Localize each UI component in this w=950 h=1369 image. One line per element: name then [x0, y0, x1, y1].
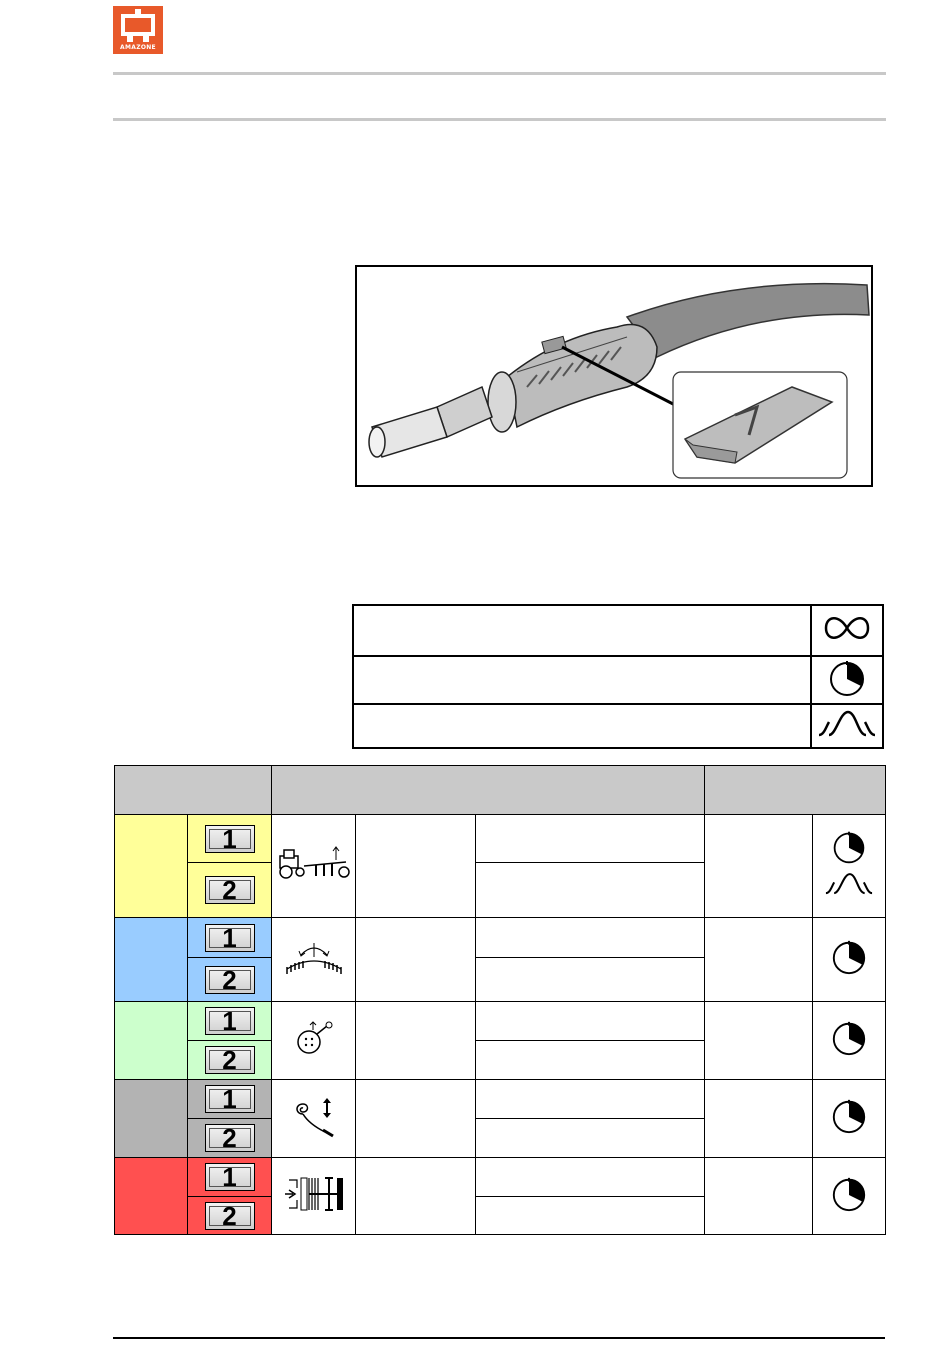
legend-row-continuous [353, 605, 883, 656]
color-code-blue [115, 918, 188, 1002]
function-text [356, 815, 476, 918]
hose-marking-number: 1 [222, 922, 237, 953]
table-row [115, 1002, 886, 1041]
hose-marking-number: 2 [222, 875, 237, 905]
action-text [476, 918, 705, 958]
stopwatch-icon [827, 658, 867, 698]
hose-marking-number: 2 [222, 1123, 237, 1153]
hose-marking-1 [205, 924, 255, 952]
tractor-implement-icon [276, 844, 352, 884]
hose-marking-1 [205, 825, 255, 853]
table-header-row [115, 766, 886, 815]
legend-text [353, 704, 811, 748]
header-rule [113, 72, 886, 75]
stopwatch-icon [830, 938, 868, 976]
control-text [705, 918, 813, 1002]
hose-marking-number: 2 [222, 1045, 237, 1075]
control-text [705, 1158, 813, 1235]
coulter-pressure-icon [281, 1172, 347, 1216]
control-text [705, 1080, 813, 1158]
hose-marking-2 [205, 1046, 255, 1074]
action-text [476, 1041, 705, 1080]
logo-text: AMAZONE [120, 44, 156, 51]
color-code-grey [115, 1080, 188, 1158]
amazone-logo [113, 6, 163, 54]
hose-marking-1 [205, 1085, 255, 1113]
table-row [115, 1080, 886, 1119]
stopwatch-icon [830, 1097, 868, 1135]
hose-marking-number: 2 [222, 1200, 237, 1231]
hose-marking-1 [205, 1163, 255, 1191]
control-text [705, 1002, 813, 1080]
function-text [356, 1158, 476, 1235]
color-code-green [115, 1002, 188, 1080]
hose-marking-2 [205, 876, 255, 904]
table-row [115, 815, 886, 863]
stopwatch-icon [830, 829, 868, 865]
hose-marking-number: 1 [222, 1162, 237, 1192]
color-code-red [115, 1158, 188, 1235]
hose-marking-number: 1 [222, 1006, 237, 1036]
header-marking [115, 766, 272, 815]
function-text [356, 1080, 476, 1158]
hose-marking-2 [205, 1124, 255, 1152]
action-text [476, 1197, 705, 1235]
action-text [476, 1080, 705, 1119]
legend-text [353, 605, 811, 656]
action-text [476, 863, 705, 918]
hydraulic-coupling-illustration [355, 265, 873, 487]
legend-row-floating [353, 704, 883, 748]
action-text [476, 815, 705, 863]
header-function [272, 766, 705, 815]
legend-row-timed [353, 656, 883, 704]
table-row [115, 1158, 886, 1197]
hose-marking-number: 2 [222, 964, 237, 995]
boom-fold-icon [281, 937, 347, 977]
section-rule [113, 118, 886, 121]
hydraulic-functions-table [114, 765, 886, 1235]
wave-icon [818, 870, 880, 898]
stopwatch-icon [830, 1175, 868, 1213]
wave-icon [816, 707, 878, 741]
action-text [476, 1002, 705, 1041]
hose-marking-number: 1 [222, 1084, 237, 1114]
hose-marking-2 [205, 1202, 255, 1230]
color-code-yellow [115, 815, 188, 918]
function-text [356, 1002, 476, 1080]
stopwatch-icon [830, 1019, 868, 1057]
coding-legend-table [352, 604, 884, 749]
table-row [115, 918, 886, 958]
hose-marking-1 [205, 1007, 255, 1035]
footer-rule [113, 1337, 885, 1339]
hose-marking-2 [205, 966, 255, 994]
hose-lift-icon [289, 1094, 339, 1138]
action-text [476, 1119, 705, 1158]
function-text [356, 918, 476, 1002]
header-control-unit [705, 766, 886, 815]
control-text [705, 815, 813, 918]
infinity-icon [822, 610, 872, 646]
hose-marking-number: 1 [222, 823, 237, 854]
action-text [476, 1158, 705, 1197]
legend-text [353, 656, 811, 704]
marker-icon [289, 1018, 339, 1058]
action-text [476, 958, 705, 1002]
